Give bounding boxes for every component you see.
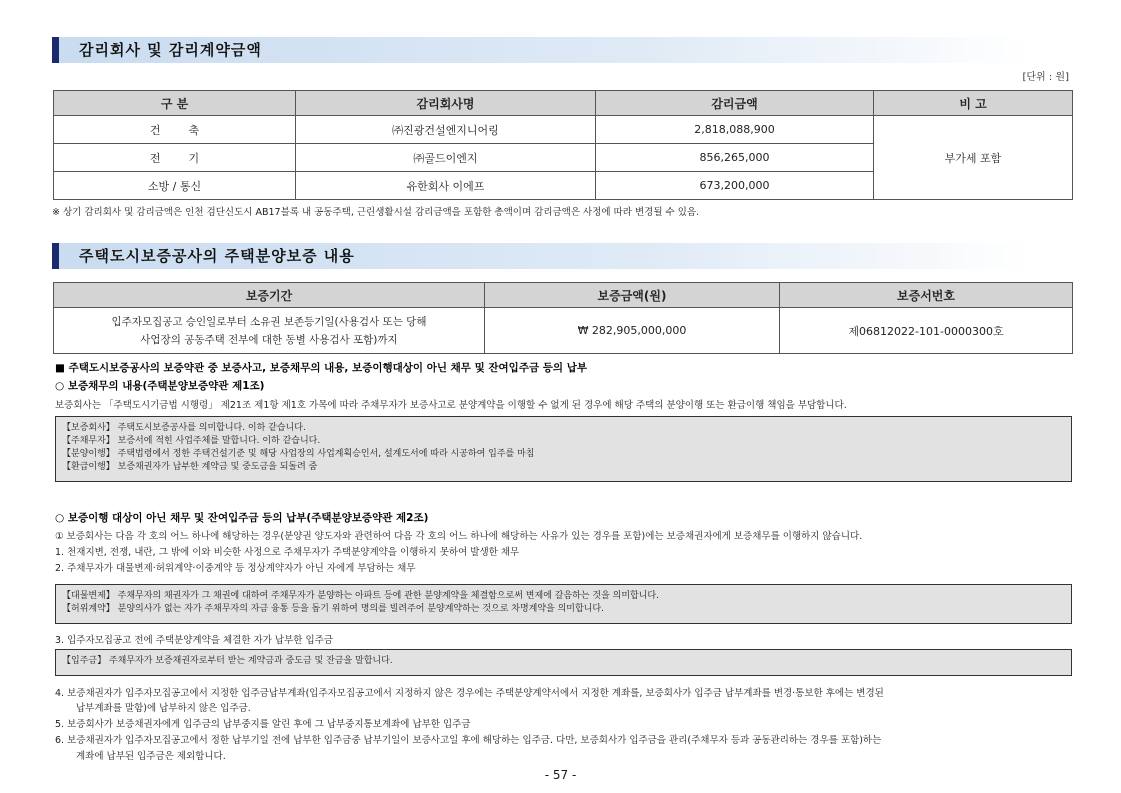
definition-line: 【입주금】 주채무자가 보증채권자로부터 받는 계약금과 중도금 및 잔금을 말합니다. xyxy=(62,656,393,666)
definition-line: 【분양이행】 주택법령에서 정한 주택건설기준 및 해당 사업장의 사업계획승인서, 설계도서에 따라 시공하여 입주를 마침 xyxy=(62,449,535,459)
col-category: 구 분 xyxy=(54,91,296,116)
table-row xyxy=(54,116,1073,144)
page-number: - 57 - xyxy=(544,768,577,782)
heading-debt: ○ 보증채무의 내용(주택분양보증약관 제1조) xyxy=(55,380,265,392)
debt-text: 보증회사는 「주택도시기금법 시행령」 제21조 제1항 제1호 가목에 따라 주채무자가 보증사고로 분양계약을 이행할 수 없게 된 경우에 해당 주택의 분양이행 또는 환급이행 책임을 부담합니다. xyxy=(55,400,847,411)
col-guarantee-amount: 보증금액(원) xyxy=(485,283,780,308)
row-category: 건 축 xyxy=(54,116,296,144)
definition-box-3 xyxy=(55,649,1072,676)
heading-main: ■ 주택도시보증공사의 보증약관 중 보증사고, 보증채무의 내용, 보증이행대상이 아닌 채무 및 잔여입주금 등의 납부 xyxy=(55,362,587,374)
period-line2: 사업장의 공동주택 전부에 대한 동별 사용검사 포함)까지 xyxy=(140,333,398,346)
definition-line: 【허위계약】 분양의사가 없는 자가 주채무자의 자금 융통 등을 돕기 위하여 명의를 빌려주어 분양계약하는 것으로 차명계약을 의미합니다. xyxy=(62,604,604,614)
definition-line: 【보증회사】 주택도시보증공사를 의미합니다. 이하 같습니다. xyxy=(62,423,306,433)
table-row xyxy=(54,308,1073,354)
col-period: 보증기간 xyxy=(54,283,485,308)
guarantee-amount-cell: ₩ 282,905,000,000 xyxy=(485,308,780,354)
exclusion-intro: ① 보증회사는 다음 각 호의 어느 하나에 해당하는 경우(분양권 양도자와 관련하여 다음 각 호의 어느 하나에 해당하는 사유가 있는 경우를 포함)에는 보증채권자에게 보증채무를 이행하지 않습니다. xyxy=(55,531,863,542)
exclusion-item-5: 5. 보증회사가 보증채권자에게 입주금의 납부중지를 알린 후에 그 납부중지통보계좌에 납부한 입주금 xyxy=(55,719,471,730)
exclusion-item-3: 3. 입주자모집공고 전에 주택분양계약을 체결한 자가 납부한 입주금 xyxy=(55,635,333,646)
row-category: 전 기 xyxy=(54,144,296,172)
row-category: 소방 / 통신 xyxy=(54,172,296,200)
col-amount: 감리금액 xyxy=(596,91,874,116)
period-line1: 입주자모집공고 승인일로부터 소유권 보존등기일(사용검사 또는 당해 xyxy=(111,315,427,328)
exclusion-item-4: 4. 보증채권자가 입주자모집공고에서 지정한 입주금납부계좌(입주자모집공고에서 지정하지 않은 경우에는 주택분양계약서에서 지정한 계좌를, 보증회사가 입주금 납부계좌를 변경·통보한 후에는 변경된 xyxy=(55,688,884,699)
row-amount: 856,265,000 xyxy=(596,144,874,172)
exclusion-item-2: 2. 주채무자가 대물변제·허위계약·이중계약 등 정상계약자가 아닌 자에게 부담하는 채무 xyxy=(55,563,416,574)
col-company: 감리회사명 xyxy=(296,91,596,116)
col-remark: 비 고 xyxy=(874,91,1073,116)
row-amount: 673,200,000 xyxy=(596,172,874,200)
cert-no-cell: 제06812022-101-0000300호 xyxy=(780,308,1073,354)
remark-cell: 부가세 포함 xyxy=(874,116,1073,200)
guarantee-table xyxy=(53,282,1073,354)
supervision-note: ※ 상기 감리회사 및 감리금액은 인천 검단신도시 AB17블록 내 공동주택, 근린생활시설 감리금액을 포함한 총액이며 감리금액은 사정에 따라 변경될 수 있음. xyxy=(52,207,700,218)
col-cert-no: 보증서번호 xyxy=(780,283,1073,308)
row-company: 유한회사 이에프 xyxy=(296,172,596,200)
definition-line: 【대물변제】 주채무자의 채권자가 그 채권에 대하여 주채무자가 분양하는 아파트 등에 관한 분양계약을 체결함으로써 변제에 갈음하는 것을 의미합니다. xyxy=(62,591,659,601)
row-amount: 2,818,088,900 xyxy=(596,116,874,144)
exclusion-item-6: 6. 보증채권자가 입주자모집공고에서 정한 납부기일 전에 납부한 입주금중 납부기일이 보증사고일 후에 해당하는 입주금. 다만, 보증회사가 입주금을 관리(주채무자 등과 공동관리하는 경우를 포함)하는 xyxy=(55,735,882,746)
definition-box-1 xyxy=(55,416,1072,482)
exclusion-item-6-cont: 계좌에 납부된 입주금은 제외합니다. xyxy=(76,751,226,762)
definition-box-2 xyxy=(55,584,1072,624)
exclusion-item-1: 1. 천재지변, 전쟁, 내란, 그 밖에 이와 비슷한 사정으로 주채무자가 주택분양계약을 이행하지 못하여 발생한 채무 xyxy=(55,547,520,558)
row-company: ㈜골드이엔지 xyxy=(296,144,596,172)
definition-line: 【환급이행】 보증채권자가 납부한 계약금 및 중도금을 되돌려 줌 xyxy=(62,462,318,472)
definition-line: 【주채무자】 보증서에 적힌 사업주체를 말합니다. 이하 같습니다. xyxy=(62,436,321,446)
section-title-guarantee: 주택도시보증공사의 주택분양보증 내용 xyxy=(52,243,1032,269)
period-cell xyxy=(54,308,485,354)
unit-label: [단위 : 원] xyxy=(1022,72,1069,83)
supervision-table xyxy=(53,90,1073,200)
section-title-supervision: 감리회사 및 감리계약금액 xyxy=(52,37,1032,63)
row-company: ㈜진광건설엔지니어링 xyxy=(296,116,596,144)
exclusion-item-4-cont: 납부계좌를 말함)에 납부하지 않은 입주금. xyxy=(76,703,251,714)
heading-exclusion: ○ 보증이행 대상이 아닌 채무 및 잔여입주금 등의 납부(주택분양보증약관 제2조) xyxy=(55,512,429,524)
